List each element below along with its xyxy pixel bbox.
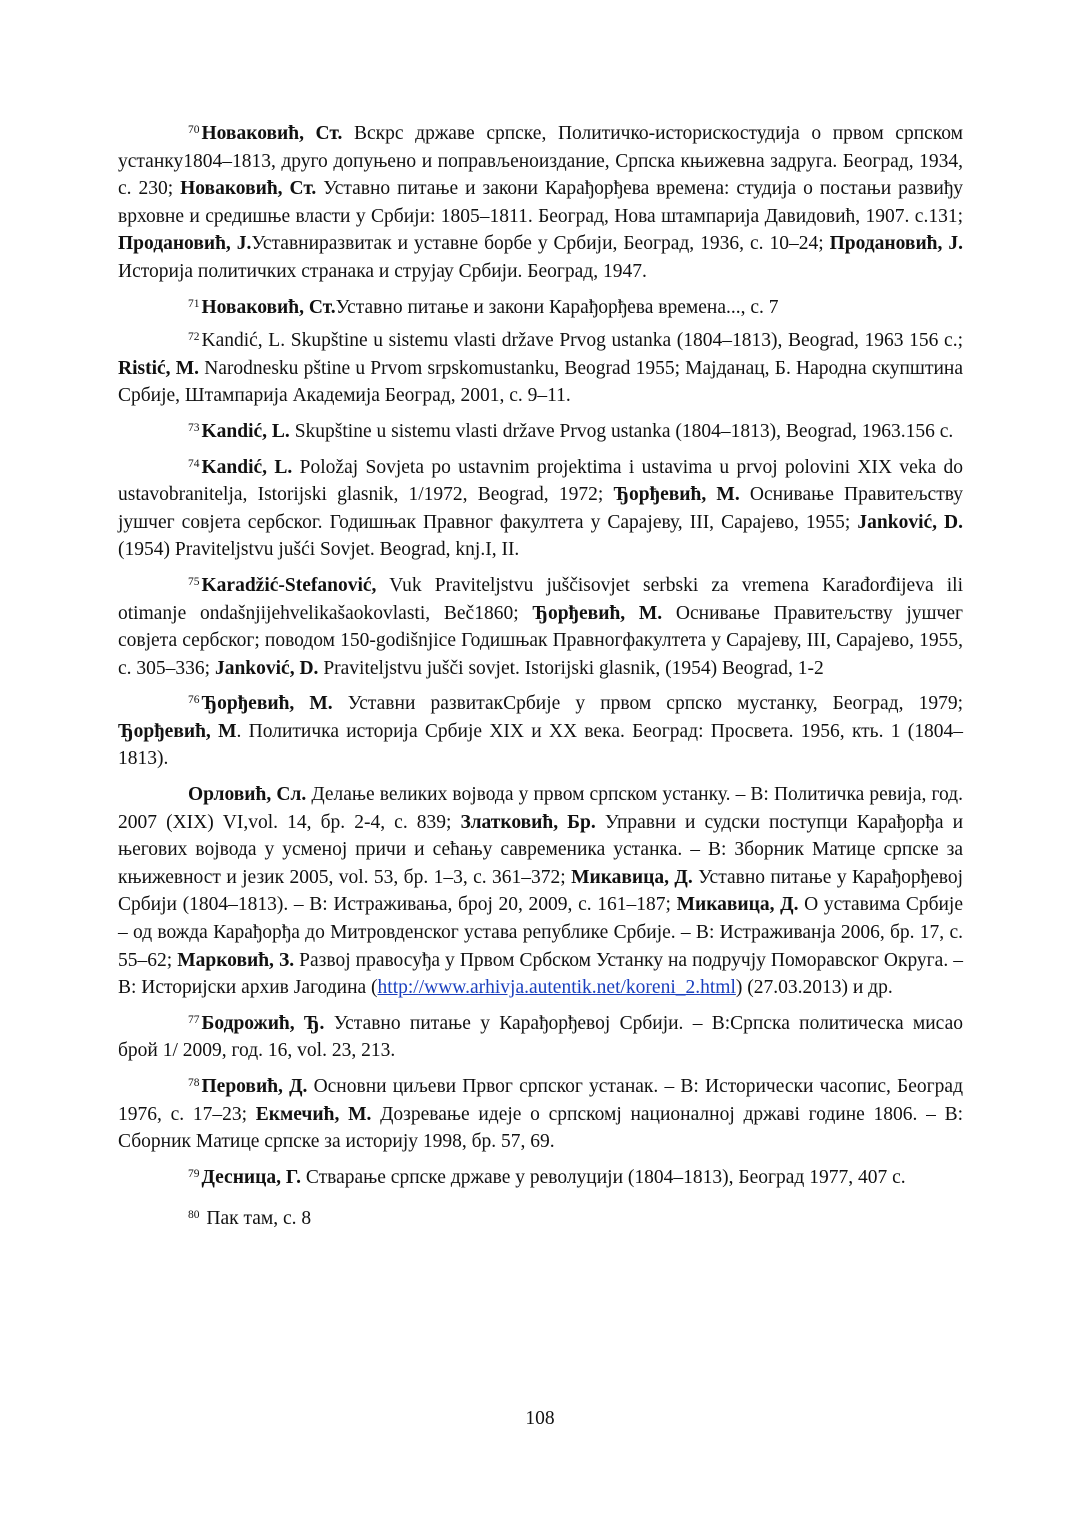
author-name: Karadžić-Stefanović,: [201, 574, 377, 596]
citation-text: ) (27.03.2013) и др.: [735, 977, 893, 999]
footnote-76: [118, 690, 963, 773]
citation-text: Оснивање Правитељству јушчег совјета сербског. Годишњак Правног факултета у Сарајеву, III, Сарајево, 1955;: [118, 484, 964, 533]
citation-text: Уставни развитакСрбије у првом српско мустанку, Београд, 1979;: [332, 693, 963, 715]
footnote-number: 77: [188, 1013, 200, 1026]
author-name: Ђорђевић, М: [118, 720, 237, 742]
footnote-76-continued: [118, 781, 963, 1002]
author-name: Ђорђевић, М.: [532, 602, 663, 624]
footnote-number: 70: [188, 124, 200, 136]
footnote-71: [118, 294, 963, 322]
citation-text: (1954) Praviteljstvu jušći Sovjet. Beograd, knj.I, II.: [118, 539, 520, 561]
author-name: Ђорђевић, М.: [201, 693, 333, 715]
author-name: Продановић, J.: [118, 233, 252, 255]
footnote-number: 76: [188, 694, 200, 707]
citation-text: Skupštine u sistemu vlasti države Prvog ustanka (1804–1813), Beograd, 1963.156 c.: [289, 420, 954, 442]
author-name: Бодрожић, Ђ.: [201, 1012, 325, 1034]
archive-link[interactable]: http://www.arhivja.autentik.net/koreni_2.html: [377, 977, 736, 999]
citation-text: Дозревање идеје о српскомј националној државі године 1806. – В: Сборник Матице српске за историју 1998, бр. 57, 69.: [118, 1103, 963, 1153]
author-name: Марковић, З.: [177, 949, 295, 971]
footnote-77: [118, 1010, 963, 1065]
author-name: Janković, D.: [857, 511, 963, 533]
author-name: Новаковић, Ст.: [201, 123, 343, 144]
footnote-number: 73: [188, 421, 200, 434]
author-name: Janković, D.: [214, 657, 319, 679]
author-name: Златковић, Бр.: [460, 811, 596, 833]
citation-text: Оснивање Правитељству јушчег совјета сербског; поводом 150-godišnjice Годишњак Правногфакултета у Сарајеву, III, Сарајево, 1955, с. 305–336;: [118, 602, 963, 679]
author-name: Kandić, L.: [201, 456, 293, 478]
footnote-72: [118, 327, 963, 410]
author-name: Орловић, Сл.: [188, 784, 307, 806]
citation-text: Пак там, с. 8: [201, 1208, 312, 1230]
citation-text: Položaj Sovjeta po ustavnim projektima i ustavima u prvoj polovini XIX veka do ustavobranitelja, Istorijski glasnik, 1/1972, Beograd, 1972;: [118, 456, 964, 506]
citation-text: Вскрс државе српске, Политичко-историскостудија о првом српском устанку1804‒1813, друго допуњено и поправљеноиздание, Српска књижевна задруга. Београд, 1934, с. 230;: [118, 123, 963, 200]
author-name: Перовић, Д.: [201, 1076, 308, 1097]
citation-text: Уставно питање у Карађорђевој Србији. – В:Српска политическа мисао брой 1/ 2009, год. 16, vol. 23, 213.: [118, 1012, 963, 1062]
citation-text: Основни циљеви Првог српског устанак. – В: Исторически часопис, Београд 1976, с. 17–23;: [118, 1076, 963, 1125]
footnote-74: [118, 454, 963, 564]
footnote-70: [118, 120, 963, 286]
author-name: Ђорђевић, М.: [613, 484, 740, 506]
citation-text: Историја политичких странака и струјау Србији. Београд, 1947.: [118, 260, 647, 282]
footnote-number: 74: [188, 457, 200, 470]
footnotes-section: [118, 120, 963, 1241]
citation-text: Уставно питање у Карађорђевој Србији (1804–1813). – В: Истраживања, број 20, 2009, с. 161–187;: [118, 866, 963, 916]
footnote-79: [118, 1164, 963, 1192]
citation-text: Praviteljstvu jušči sovjet. Istorijski glasnik, (1954) Beograd, 1-2: [318, 657, 824, 679]
author-name: Екмечић, М.: [255, 1103, 372, 1125]
citation-text: Narodnesku pštine u Prvom srpskomustanku, Beograd 1955; Мајданац, Б. Народна скупштина Србије, Штампарија Академија Београд, 2001, с. 9–11.: [118, 357, 963, 407]
author-name: Новаковић, Ст.: [180, 178, 317, 200]
author-name: Микавица, Д.: [571, 866, 693, 888]
footnote-number: 79: [188, 1167, 200, 1180]
footnote-80: [118, 1205, 963, 1233]
citation-text: Уставно питање и закони Карађорђева времена..., с. 7: [335, 296, 779, 318]
citation-text: . Политичка историја Србије XIX и XX века. Београд: Просвета. 1956, кть. 1 (1804‒1813).: [118, 720, 963, 770]
citation-text: Управни и судски поступци Карађорђа и његових војвода у усменој причи и сећању савременика устанка. – В: Зборник Матице српске за књижевност и језик 2005, vol. 53, бр. 1–3, с. 361–372;: [118, 811, 964, 888]
footnote-75: [118, 572, 963, 682]
footnote-78: [118, 1073, 963, 1156]
author-name: Новаковић, Ст.: [201, 296, 336, 318]
footnote-73: [118, 418, 963, 446]
citation-text: О уставима Србије – од вожда Карађорђа до Митровденског устава републике Србије. – В: Истраживанја 2006, бр. 17, с. 55–62;: [118, 894, 964, 971]
citation-text: Делање великих војвода у првом српском устанку. – В: Политичка ревија, год. 2007 (XIX) VI,vol. 14, бр. 2-4, с. 839;: [118, 784, 963, 833]
footnote-number: 75: [188, 575, 200, 588]
citation-text: Kandić, L. Skupštine u sistemu vlasti države Prvog ustanka (1804‒1813), Beograd, 1963 156 c.;: [201, 330, 963, 352]
footnote-number: 71: [188, 297, 200, 310]
footnote-number: 72: [188, 331, 200, 344]
author-name: Ristić, M.: [118, 357, 199, 379]
author-name: Десница, Г.: [201, 1166, 301, 1188]
author-name: Продановић, J.: [829, 233, 963, 255]
citation-text: Стварање српске државе у револуцији (1804–1813), Београд 1977, 407 с.: [301, 1166, 906, 1188]
author-name: Kandić, L.: [201, 420, 290, 442]
citation-text: Уставно питање и закони Карађорђева времена: студија о постањи развиђу врховне и средишње власти у Србији: 1805–1811. Београд, Нова штампарија Давидовић, 1907. с.131;: [118, 178, 963, 227]
citation-text: Развој правосуђа у Првом Србском Устанку на подручју Поморавског Округа. – В: Историјски архив Јагодина (: [118, 949, 963, 999]
citation-text: Уставниразвитак и уставне борбе у Србији, Београд, 1936, с. 10–24;: [251, 233, 830, 255]
page-number: 108: [525, 1408, 555, 1429]
citation-text: Vuk Praviteljstvu juščisovjet serbski za vremena Karađorđijeva ili otimanje ondašnjijehvelikašaokovlasti, Beč1860;: [118, 574, 963, 624]
author-name: Микавица, Д.: [676, 894, 799, 916]
footnote-number: 80: [188, 1209, 200, 1222]
footnote-number: 78: [188, 1077, 200, 1089]
